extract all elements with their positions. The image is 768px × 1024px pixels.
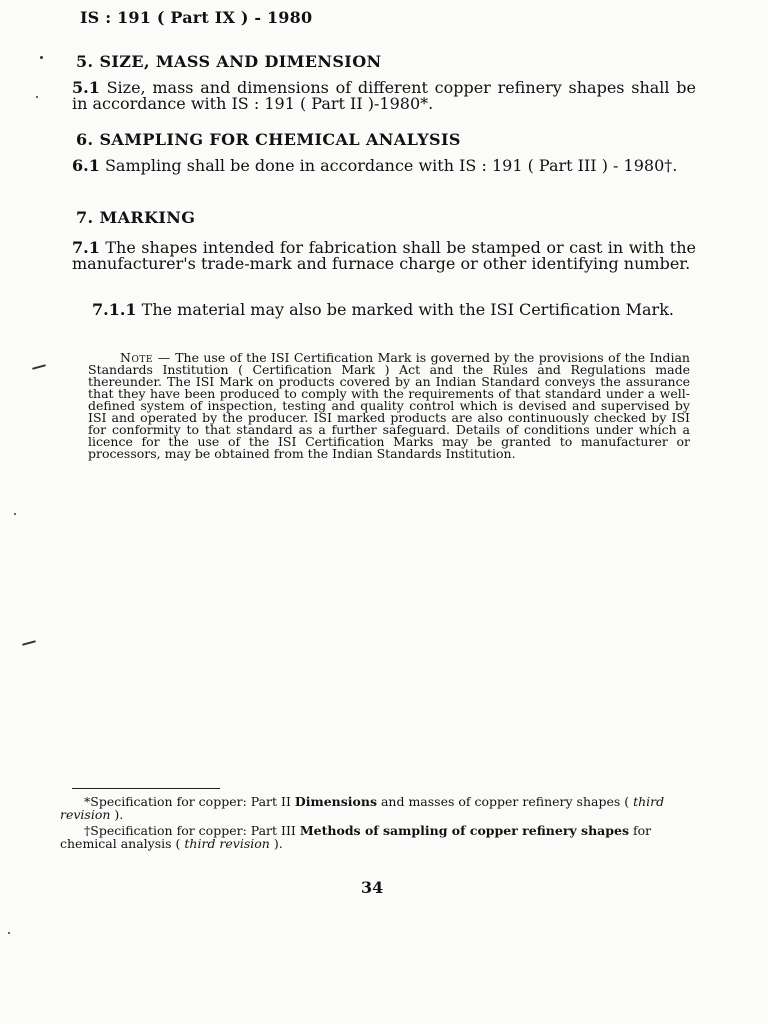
clause-7-1	[72, 240, 696, 272]
scan-speck	[8, 932, 10, 934]
footnote-1-end: ).	[110, 807, 124, 822]
footnote-2	[60, 824, 690, 850]
clause-6-1-number: 6.1	[72, 156, 100, 175]
footnote-rule	[72, 788, 220, 789]
clause-7-1-1-text: The material may also be marked with the ISI Certification Mark.	[141, 300, 674, 319]
footnote-1	[60, 795, 690, 821]
footnote-2-mid: for chemical analysis (	[60, 823, 652, 851]
section-7-heading: 7. MARKING	[76, 208, 196, 227]
scan-mark	[22, 640, 36, 646]
clause-7-1-text: The shapes intended for fabrication shall be stamped or cast in with the manufacturer's trade-mark and furnace charge or other identifying number.	[72, 238, 696, 273]
scan-speck	[36, 96, 38, 98]
section-6-heading: 6. SAMPLING FOR CHEMICAL ANALYSIS	[76, 130, 461, 149]
footnote-1-revision: third revision	[60, 794, 665, 822]
footnote-1-mid: and masses of copper refinery shapes (	[377, 794, 634, 809]
clause-6-1	[72, 158, 696, 174]
scan-speck	[40, 56, 43, 59]
footnote-1-prefix: *Specification for copper: Part II	[84, 794, 295, 809]
clause-5-1-number: 5.1	[72, 78, 100, 97]
clause-5-1	[72, 80, 696, 112]
footnote-2-end: ).	[269, 836, 283, 851]
clause-7-1-1-number: 7.1.1	[92, 300, 137, 319]
section-5-heading: 5. SIZE, MASS AND DIMENSION	[76, 52, 382, 71]
scan-speck	[14, 513, 16, 515]
certification-note	[88, 352, 690, 460]
clause-6-1-text: Sampling shall be done in accordance with IS : 191 ( Part III ) - 1980†.	[104, 156, 678, 175]
clause-7-1-1	[72, 302, 696, 318]
footnote-1-bold-a: Dimensions	[294, 794, 377, 809]
clause-5-1-text: Size, mass and dimensions of different copper refinery shapes shall be in accordance with IS : 191 ( Part II )-1980*.	[72, 78, 696, 113]
scan-mark	[32, 364, 46, 370]
clause-7-1-number: 7.1	[72, 238, 100, 257]
footnote-2-prefix: †Specification for copper: Part III	[84, 823, 300, 838]
page-number: 34	[361, 878, 384, 897]
note-label: Note —	[120, 350, 171, 365]
running-head: IS : 191 ( Part IX ) - 1980	[80, 8, 313, 27]
footnote-2-bold: Methods of sampling of copper refinery shapes	[299, 823, 630, 838]
note-text: The use of the ISI Certification Mark is governed by the provisions of the Indian Standards Institution ( Certification Mark ) Act and the Rules and Regulations made thereunder. The ISI Mark on products covered by an Indian Standard conveys the assurance that they have been produced to comply with the requirements of that standard under a well-defined system of inspection, testing and quality control which is devised and supervised by ISI and operated by the producer. ISI marked products are also continuously checked by ISI for conformity to that standard as a further safeguard. Details of conditions under which a licence for the use of the ISI Certification Marks may be granted to manufacturer or processors, may be obtained from the Indian Standards Institution.	[88, 350, 690, 461]
footnote-2-revision: third revision	[184, 836, 270, 851]
